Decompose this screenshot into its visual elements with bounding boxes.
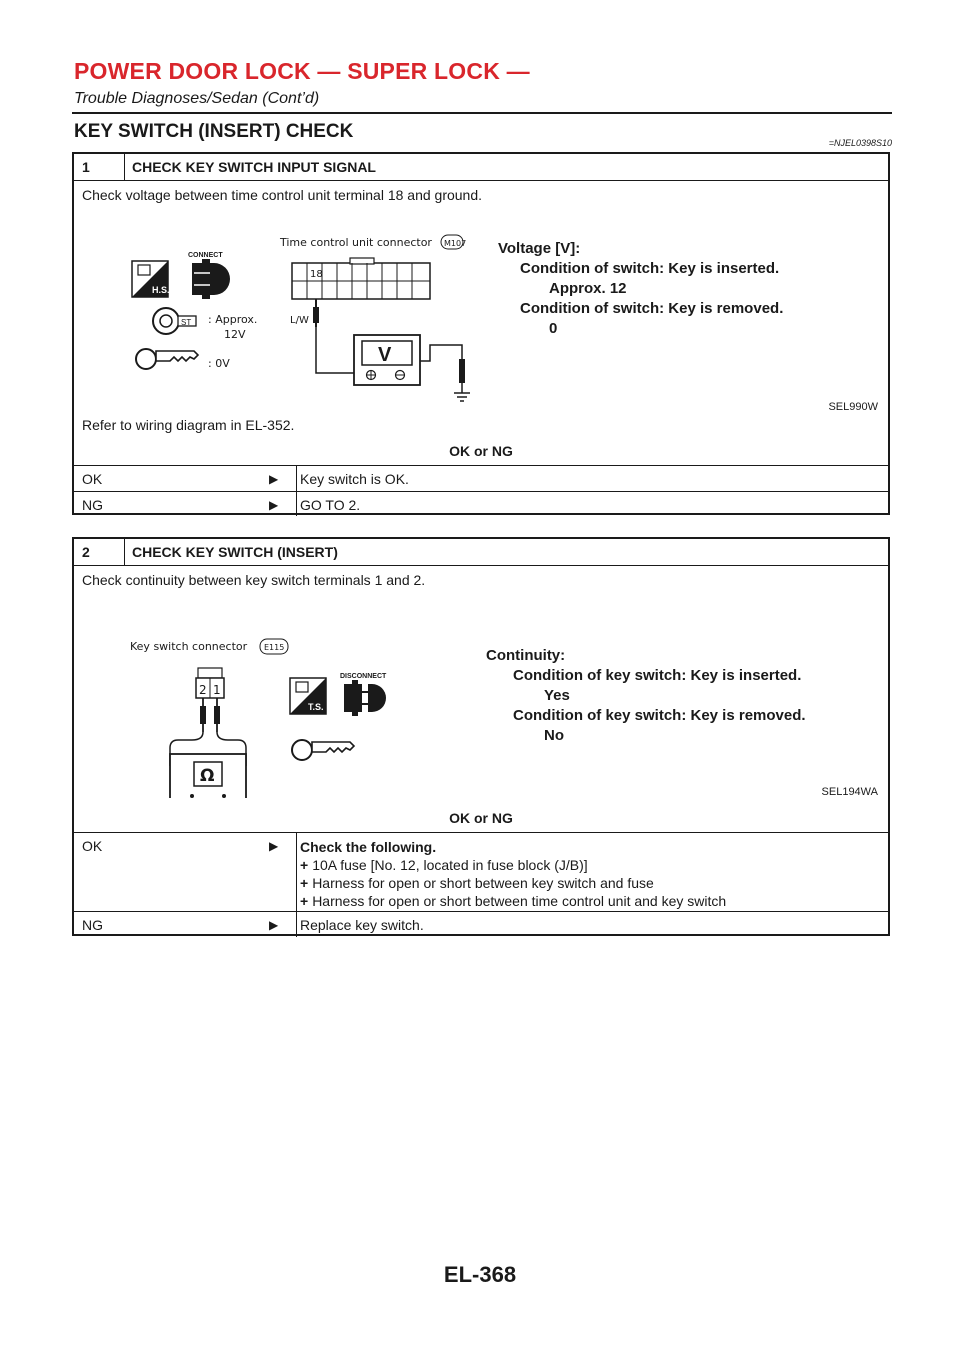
key-inserted-condition: Condition of key switch: Key is inserted. bbox=[513, 667, 802, 684]
tcu-connector-body bbox=[292, 258, 430, 299]
key-removed-icon bbox=[136, 349, 198, 369]
arrow-right-icon: ▶ bbox=[269, 498, 279, 512]
step-1-body bbox=[74, 181, 888, 466]
result-text: Replace key switch. bbox=[300, 917, 424, 933]
checklist-item-text: Harness for open or short between key switch and fuse bbox=[312, 875, 654, 891]
arrow-right-icon: ▶ bbox=[269, 472, 279, 486]
tcu-connector-id: M107 bbox=[444, 239, 467, 248]
key-inserted-value: Yes bbox=[544, 687, 570, 704]
wire-color-label: L/W bbox=[290, 315, 309, 326]
step-2-result-ok bbox=[74, 833, 888, 912]
key-removed-condition: Condition of switch: Key is removed. bbox=[520, 300, 784, 317]
checklist-item bbox=[300, 874, 726, 892]
voltmeter-label: V bbox=[378, 344, 392, 366]
terminal-2: 2 bbox=[199, 683, 207, 697]
approx-label-line1: : Approx. bbox=[208, 313, 258, 326]
result-text: GO TO 2. bbox=[300, 497, 361, 513]
voltmeter-icon bbox=[354, 335, 420, 385]
ts-ignition-icon bbox=[290, 678, 326, 714]
header-divider bbox=[72, 112, 892, 114]
key-switch-connector-title: Key switch connector bbox=[130, 640, 248, 653]
checklist-heading: Check the following. bbox=[300, 839, 437, 855]
step-1-figure-code: SEL990W bbox=[828, 401, 878, 413]
continuity-heading: Continuity: bbox=[486, 647, 566, 664]
disconnect-icon bbox=[340, 673, 387, 716]
page-header-subtitle: Trouble Diagnoses/Sedan (Cont’d) bbox=[74, 90, 320, 107]
step-1-title: CHECK KEY SWITCH INPUT SIGNAL bbox=[132, 159, 376, 175]
step-2-ok-or-ng: OK or NG bbox=[449, 810, 513, 826]
step-divider bbox=[124, 539, 125, 565]
step-2-result-ng bbox=[74, 912, 888, 937]
step-2-figure-code: SEL194WA bbox=[821, 786, 878, 798]
checklist-item-text: 10A fuse [No. 12, located in fuse block (J/B)] bbox=[312, 857, 588, 873]
bullet-icon: + bbox=[300, 875, 309, 891]
section-reference-code: =NJEL0398S10 bbox=[828, 138, 892, 148]
result-divider bbox=[296, 466, 297, 491]
hs-ignition-icon bbox=[132, 261, 170, 297]
key-switch-connector-id: E115 bbox=[264, 643, 285, 652]
page-number: EL-368 bbox=[443, 1262, 517, 1287]
result-label: NG bbox=[82, 917, 103, 933]
approx-label-line2: 12V bbox=[224, 328, 246, 341]
bullet-icon: + bbox=[300, 857, 309, 873]
checklist-item bbox=[300, 892, 726, 910]
result-label: OK bbox=[82, 471, 103, 487]
result-text: Key switch is OK. bbox=[300, 471, 409, 487]
key-inserted-condition: Condition of switch: Key is inserted. bbox=[520, 260, 780, 277]
step-1-header bbox=[74, 154, 888, 181]
result-label: OK bbox=[82, 838, 103, 854]
checklist-item bbox=[300, 856, 726, 874]
connect-icon bbox=[188, 252, 230, 299]
key-removed-value: No bbox=[544, 727, 564, 744]
bullet-icon: + bbox=[300, 893, 309, 909]
step-2-number: 2 bbox=[82, 544, 90, 560]
step-2-table bbox=[72, 537, 890, 936]
step-1-result-ng bbox=[74, 492, 888, 516]
step-divider bbox=[124, 154, 125, 180]
result-checklist bbox=[300, 838, 726, 910]
ts-label: T.S. bbox=[308, 702, 324, 712]
st-label: ST bbox=[181, 318, 192, 327]
key-inserted-icon bbox=[292, 740, 354, 760]
voltage-heading: Voltage [V]: bbox=[498, 240, 581, 257]
step-2-body bbox=[74, 566, 888, 833]
key-removed-condition: Condition of key switch: Key is removed. bbox=[513, 707, 806, 724]
section-title: KEY SWITCH (INSERT) CHECK bbox=[74, 121, 354, 142]
tcu-terminal-18: 18 bbox=[310, 269, 323, 280]
step-1-instruction: Check voltage between time control unit terminal 18 and ground. bbox=[82, 187, 483, 203]
key-switch-connector-body bbox=[196, 668, 224, 698]
ohmmeter-icon bbox=[170, 754, 246, 798]
arrow-right-icon: ▶ bbox=[269, 839, 279, 853]
step-2-header bbox=[74, 539, 888, 566]
step-2-title: CHECK KEY SWITCH (INSERT) bbox=[132, 544, 338, 560]
hs-label: H.S. bbox=[152, 285, 170, 295]
step-1-number: 1 bbox=[82, 159, 90, 175]
zero-volt-label: : 0V bbox=[208, 357, 230, 370]
connect-label: CONNECT bbox=[188, 252, 223, 259]
result-divider bbox=[296, 912, 297, 937]
result-divider bbox=[296, 833, 297, 911]
checklist-item-text: Harness for open or short between time control unit and key switch bbox=[312, 893, 727, 909]
terminal-1: 1 bbox=[213, 683, 221, 697]
key-st-icon bbox=[153, 308, 196, 334]
ground-symbol bbox=[454, 393, 470, 401]
result-label: NG bbox=[82, 497, 103, 513]
step-1-note: Refer to wiring diagram in EL-352. bbox=[82, 417, 295, 433]
key-inserted-value: Approx. 12 bbox=[549, 280, 627, 297]
step-2-condition-block bbox=[486, 646, 806, 746]
step-2-instruction: Check continuity between key switch terminals 1 and 2. bbox=[82, 572, 426, 588]
key-removed-value: 0 bbox=[549, 320, 558, 337]
step-1-result-ok bbox=[74, 466, 888, 492]
step-1-ok-or-ng: OK or NG bbox=[449, 443, 513, 459]
tcu-connector-title: Time control unit connector bbox=[280, 236, 432, 249]
ohmmeter-label: Ω bbox=[200, 766, 215, 786]
page-header-title: POWER DOOR LOCK — SUPER LOCK — bbox=[74, 58, 530, 84]
step-1-condition-block bbox=[498, 239, 783, 339]
arrow-right-icon: ▶ bbox=[269, 918, 279, 932]
disconnect-label: DISCONNECT bbox=[340, 673, 387, 680]
result-divider bbox=[296, 492, 297, 516]
step-1-table bbox=[72, 152, 890, 515]
